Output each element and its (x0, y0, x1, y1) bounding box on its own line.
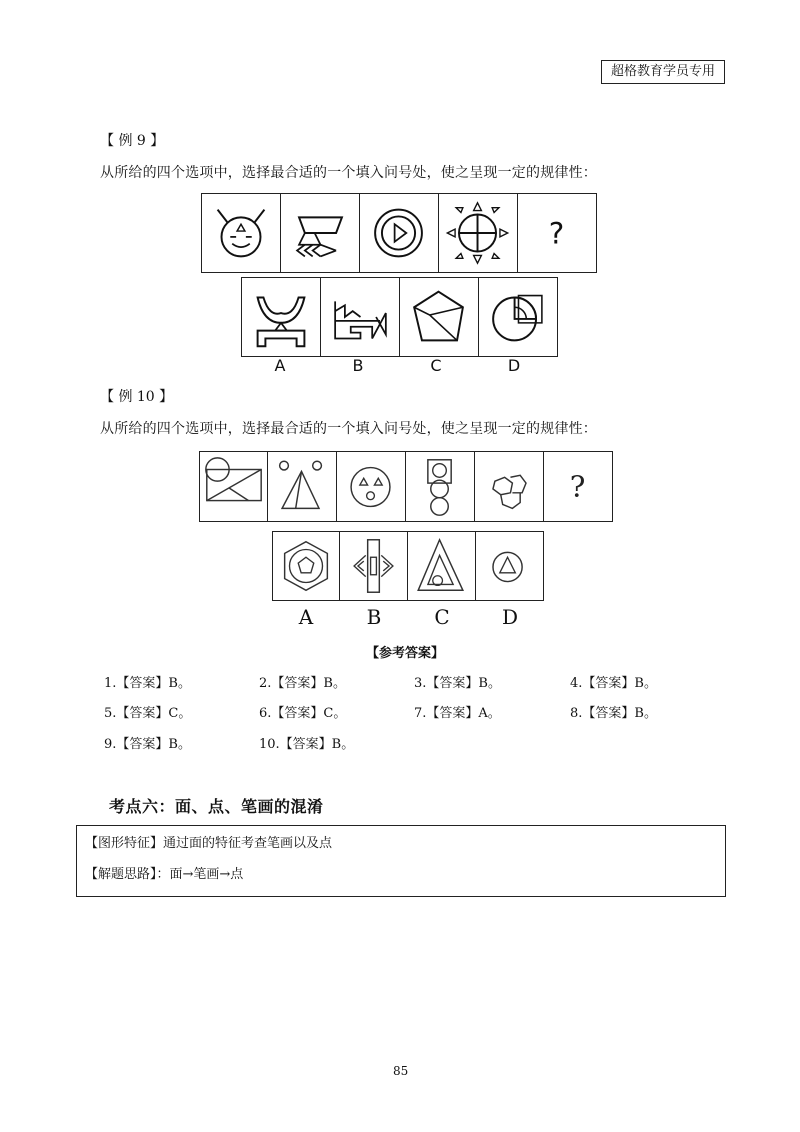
example10-label: 【 例 10 】 (100, 389, 174, 405)
example10-question-row (199, 451, 613, 522)
nested-triangles-figure (408, 532, 475, 600)
circle-face-figure (337, 452, 405, 521)
sun-figure (439, 194, 517, 272)
option-letter: B (352, 356, 364, 375)
answers-title: 【参考答案】 (366, 646, 445, 661)
answer-item: 10.【答案】B。 (259, 737, 355, 752)
arrow-bar-figure (340, 532, 407, 600)
ex10-figure-3 (337, 451, 406, 522)
header-tag: 超格教育学员专用 (601, 60, 725, 84)
circle-triangle-figure (476, 532, 543, 600)
ex10-question-cell (544, 451, 613, 522)
ex9-option-b[interactable] (321, 277, 400, 357)
option-letter: D (507, 356, 521, 375)
circle-sector-figure (479, 278, 557, 356)
ex10-option-d[interactable] (476, 531, 544, 601)
ex9-option-d[interactable] (479, 277, 558, 357)
ex9-figure-3 (360, 193, 439, 273)
info-box (76, 825, 726, 897)
example9-options-row (241, 277, 558, 357)
option-letter: B (366, 605, 382, 629)
option-letter: D (501, 605, 519, 629)
example10-options-row (272, 531, 544, 601)
ex9-option-c[interactable] (400, 277, 479, 357)
feature-line: 【图形特征】通过面的特征考查笔画以及点 (85, 836, 333, 851)
ex10-figure-5 (475, 451, 544, 522)
ex9-figure-2 (281, 193, 360, 273)
answer-item: 8.【答案】B。 (570, 706, 657, 721)
question-mark: ? (569, 469, 586, 504)
option-letter: A (274, 356, 286, 375)
option-letter: C (434, 605, 450, 629)
ex10-figure-1 (199, 451, 268, 522)
triangle-circles-figure (268, 452, 336, 521)
ex10-option-b[interactable] (340, 531, 408, 601)
example9-question-row (201, 193, 597, 273)
answer-item: 1.【答案】B。 (104, 676, 191, 691)
answer-item: 4.【答案】B。 (570, 676, 657, 691)
example10-instruction: 从所给的四个选项中，选择最合适的一个填入问号处，使之呈现一定的规律性： (100, 421, 597, 437)
hexagon-pentagon-figure (273, 532, 339, 600)
example9-label: 【 例 9 】 (100, 133, 165, 149)
example10-option-letters (272, 605, 544, 629)
play-circle-figure (360, 194, 438, 272)
square-circles-figure (406, 452, 474, 521)
option-letter: A (298, 605, 314, 629)
answer-item: 7.【答案】A。 (414, 706, 501, 721)
ex9-figure-4 (439, 193, 518, 273)
example9-option-letters (241, 356, 553, 375)
ex10-figure-4 (406, 451, 475, 522)
question-mark: ? (548, 216, 565, 251)
answer-item: 6.【答案】C。 (259, 706, 347, 721)
section-title: 考点六：面、点、笔画的混淆 (109, 797, 324, 816)
ex9-question-cell (518, 193, 597, 273)
ex9-option-a[interactable] (241, 277, 321, 357)
ex9-figure-1 (201, 193, 281, 273)
page-number: 85 (393, 1064, 409, 1078)
face-figure (202, 194, 280, 272)
bowl-stand-figure (242, 278, 320, 356)
answer-item: 9.【答案】B。 (104, 737, 191, 752)
hexagons-figure (475, 452, 543, 521)
approach-line: 【解题思路】：面→笔画→点 (85, 867, 244, 882)
example9-instruction: 从所给的四个选项中，选择最合适的一个填入问号处，使之呈现一定的规律性： (100, 165, 597, 181)
trapezoid-arrows-figure (281, 194, 359, 272)
zigzag-figure (321, 278, 399, 356)
answer-item: 5.【答案】C。 (104, 706, 192, 721)
ex10-option-c[interactable] (408, 531, 476, 601)
answer-item: 2.【答案】B。 (259, 676, 346, 691)
option-letter: C (430, 356, 442, 375)
ex10-figure-2 (268, 451, 337, 522)
ex10-option-a[interactable] (272, 531, 340, 601)
rect-circle-figure (200, 452, 267, 521)
pentagon-figure (400, 278, 478, 356)
answer-item: 3.【答案】B。 (414, 676, 501, 691)
